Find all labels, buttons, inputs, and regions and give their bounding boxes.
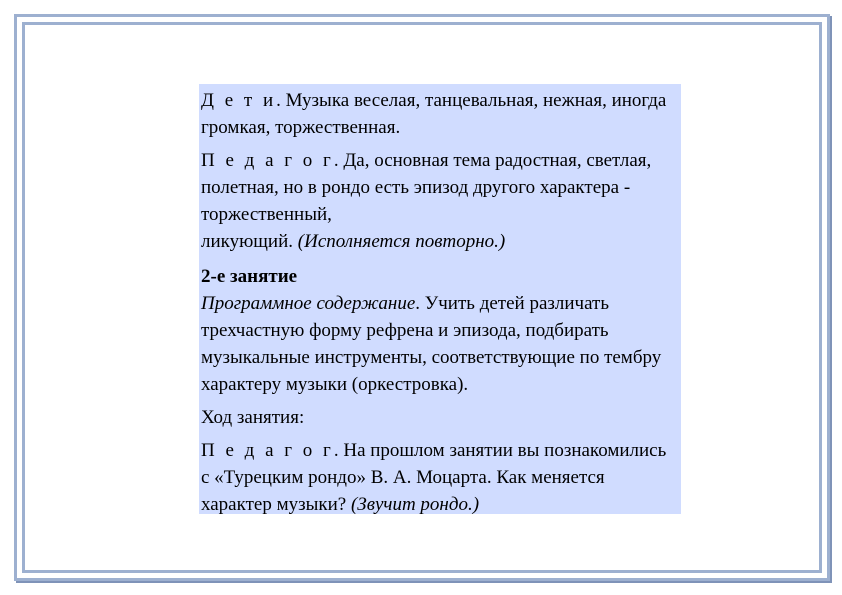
paragraph-teacher-2 xyxy=(201,437,679,518)
paragraph-teacher-1 xyxy=(201,147,679,255)
teacher-text-3: . На прошлом занятии вы познакомились с «Турецким рондо» В. А. Моцарта. Как меняется характер музыки? xyxy=(201,440,667,515)
teacher-remark-2: (Звучит рондо.) xyxy=(350,494,480,515)
speaker-children: Д е т и xyxy=(201,90,277,111)
teacher-text-2: ликующий. xyxy=(201,231,298,252)
paragraph-children xyxy=(201,87,679,141)
children-text: . Музыка веселая, танцевальная, нежная, иногда громкая, торжественная. xyxy=(201,90,667,138)
section-block xyxy=(201,263,679,398)
speaker-teacher: П е д а г о г xyxy=(201,150,334,171)
program-text: . Учить детей различать трехчастную форму рефрена и эпизода, подбирать музыкальные инструменты, соответствующие по тембру характеру музыки (оркестровка). xyxy=(201,293,662,395)
teacher-remark: (Исполняется повторно.) xyxy=(297,231,506,252)
program-label: Программное содержание xyxy=(201,293,416,314)
teacher-text: . Да, основная тема радостная, светлая, полетная, но в рондо есть эпизод другого характера - торжественный, xyxy=(201,150,652,225)
slide-text-box xyxy=(199,84,681,514)
section-heading: 2-е занятие xyxy=(201,266,298,287)
speaker-teacher-2: П е д а г о г xyxy=(201,440,334,461)
lesson-course: Ход занятия: xyxy=(201,407,305,428)
